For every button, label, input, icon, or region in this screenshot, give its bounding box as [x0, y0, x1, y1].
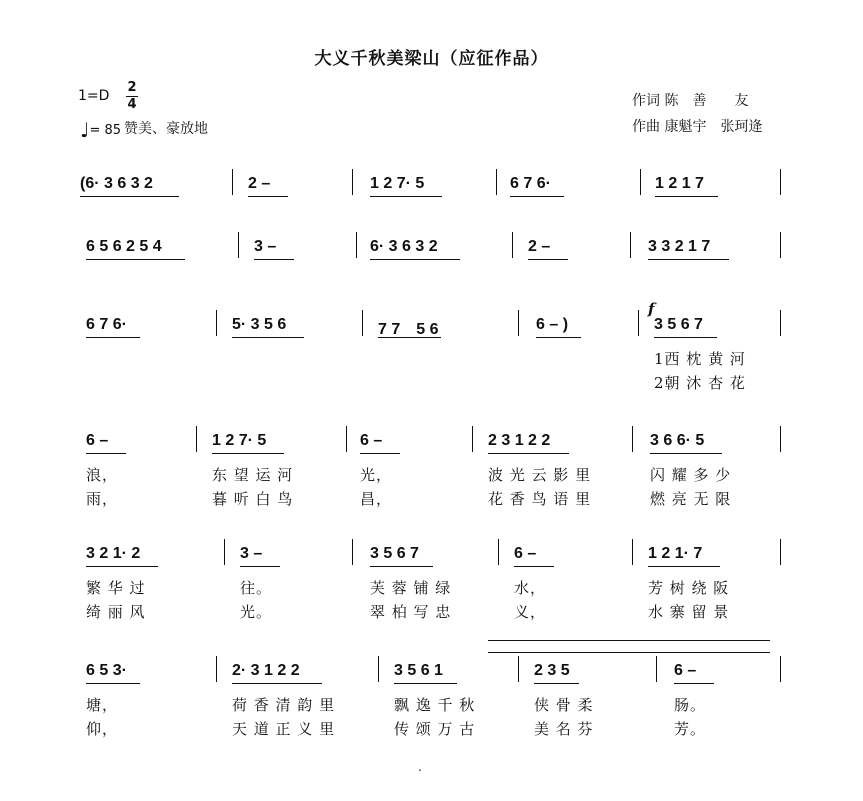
measure-notes: 6 7 6·: [510, 175, 551, 192]
lyric-verse-2: 义，: [514, 603, 547, 621]
beam-line: [648, 566, 720, 567]
composer-credit: 作曲 康魁宇 张珂逄: [632, 119, 763, 135]
beam-line: [514, 566, 554, 567]
lyric-verse-1: 芳 树 绕 阪: [648, 579, 730, 597]
lyric-verse-2: 绮 丽 风: [86, 603, 146, 621]
bar-line: [632, 426, 633, 452]
bar-line: [362, 310, 363, 336]
lyric-verse-1: 浪，: [86, 466, 119, 484]
time-sig-top: 2: [127, 80, 137, 95]
bar-line: [352, 169, 353, 195]
measure-notes: 6 –: [674, 662, 697, 679]
lyric-verse-1: 1西 枕 黄 河: [654, 350, 746, 368]
bar-line: [780, 426, 781, 452]
beam-line: [86, 259, 185, 260]
lyricist-credit: 作词 陈 善 友: [632, 93, 749, 109]
bar-line: [378, 656, 379, 682]
bar-line: [630, 232, 631, 258]
lyric-verse-2: 2朝 沐 杏 花: [654, 374, 746, 392]
bar-line: [352, 539, 353, 565]
bar-line: [224, 539, 225, 565]
beam-line: [534, 683, 579, 684]
measure-notes: 1 2 7· 5: [370, 175, 425, 192]
beam-line: [86, 453, 126, 454]
lyric-verse-2: 仰，: [86, 720, 119, 738]
measure-notes: 5· 3 5 6: [232, 316, 287, 333]
beam-line: [378, 337, 441, 338]
lyric-verse-1: 波 光 云 影 里: [488, 466, 592, 484]
lyric-verse-1: 水，: [514, 579, 547, 597]
bar-line: [216, 656, 217, 682]
lyric-verse-2: 美 名 芬: [534, 720, 594, 738]
lyric-verse-2: 暮 听 白 鸟: [212, 490, 294, 508]
measure-notes: 1 2 7· 5: [212, 432, 267, 449]
bar-line: [498, 539, 499, 565]
bar-line: [496, 169, 497, 195]
measure-notes: 6 5 3·: [86, 662, 127, 679]
measure-notes: 7 7 5 6: [378, 321, 439, 338]
lyric-verse-1: 塘，: [86, 696, 119, 714]
beam-line: [80, 196, 179, 197]
bar-line: [780, 232, 781, 258]
bar-line: [346, 426, 347, 452]
lyric-verse-2: 天 道 正 义 里: [232, 720, 336, 738]
lyric-verse-2: 水 寨 留 景: [648, 603, 730, 621]
footer-mark: .: [418, 760, 422, 774]
bar-line: [638, 310, 639, 336]
expression-mark: 赞美、豪放地: [124, 121, 208, 137]
beam-line: [232, 683, 322, 684]
lyric-verse-1: 肠。: [674, 696, 707, 714]
beam-line: [488, 453, 569, 454]
bar-line: [216, 310, 217, 336]
tempo-value: = 85: [89, 123, 122, 138]
page-title: 大义千秋美梁山（应征作品）: [314, 49, 549, 69]
beam-line: [650, 453, 722, 454]
bar-line: [780, 169, 781, 195]
measure-notes: 3 5 6 1: [394, 662, 443, 679]
beam-line: [86, 337, 140, 338]
bar-line: [356, 232, 357, 258]
lyric-verse-2: 翠 柏 写 忠: [370, 603, 452, 621]
bar-line: [632, 539, 633, 565]
bar-line: [232, 169, 233, 195]
bar-line: [780, 539, 781, 565]
bar-line: [780, 310, 781, 336]
bar-line: [238, 232, 239, 258]
measure-notes: 3 –: [254, 238, 277, 255]
beam-line: [654, 337, 717, 338]
lyric-verse-1: 闪 耀 多 少: [650, 466, 732, 484]
measure-notes: 6· 3 6 3 2: [370, 238, 438, 255]
beam-line: [510, 196, 564, 197]
beam-line: [240, 566, 280, 567]
beam-line: [674, 683, 714, 684]
lyric-verse-1: 芙 蓉 铺 绿: [370, 579, 452, 597]
measure-notes: (6· 3 6 3 2: [80, 175, 153, 192]
lyric-verse-1: 往。: [240, 579, 273, 597]
lyric-verse-2: 芳。: [674, 720, 707, 738]
bar-line: [780, 656, 781, 682]
measure-notes: 6 –: [360, 432, 383, 449]
bar-line: [518, 656, 519, 682]
beam-line: [394, 683, 457, 684]
lyric-verse-2: 燃 亮 无 限: [650, 490, 732, 508]
beam-line: [370, 259, 460, 260]
tempo-marking: [80, 118, 121, 142]
beam-line: [212, 453, 284, 454]
beam-line: [232, 337, 304, 338]
measure-notes: 6 5 6 2 5 4: [86, 238, 162, 255]
measure-notes: 3 6 6· 5: [650, 432, 705, 449]
lyric-verse-1: 荷 香 清 韵 里: [232, 696, 336, 714]
measure-notes: 6 7 6·: [86, 316, 127, 333]
bar-line: [518, 310, 519, 336]
bar-line: [512, 232, 513, 258]
time-signature: [126, 81, 138, 112]
measure-notes: 2 3 5: [534, 662, 570, 679]
measure-notes: 1 2 1 7: [655, 175, 704, 192]
quarter-note-icon: ♩: [80, 118, 90, 142]
lyric-verse-1: 飘 逸 千 秋: [394, 696, 476, 714]
lyric-verse-2: 传 颂 万 古: [394, 720, 476, 738]
beam-line: [370, 566, 433, 567]
measure-notes: 3 2 1· 2: [86, 545, 141, 562]
bar-line: [656, 656, 657, 682]
lyric-verse-2: 光。: [240, 603, 273, 621]
measure-notes: 3 5 6 7: [654, 316, 703, 333]
beam-line: [648, 259, 729, 260]
tie-line: [488, 640, 770, 641]
lyric-verse-2: 雨，: [86, 490, 119, 508]
lyric-verse-1: 光，: [360, 466, 393, 484]
dynamic-mark: f: [648, 300, 656, 318]
measure-notes: 2 –: [528, 238, 551, 255]
beam-line: [528, 259, 568, 260]
beam-line: [360, 453, 400, 454]
bar-line: [196, 426, 197, 452]
beam-line: [86, 683, 140, 684]
lyric-verse-1: 东 望 运 河: [212, 466, 294, 484]
measure-notes: 3 5 6 7: [370, 545, 419, 562]
beam-line: [370, 196, 442, 197]
measure-notes: 1 2 1· 7: [648, 545, 703, 562]
beam-line: [248, 196, 288, 197]
tie-line: [488, 652, 770, 653]
measure-notes: 2· 3 1 2 2: [232, 662, 300, 679]
bar-line: [640, 169, 641, 195]
measure-notes: 2 3 1 2 2: [488, 432, 551, 449]
lyric-verse-1: 侠 骨 柔: [534, 696, 594, 714]
measure-notes: 3 3 2 1 7: [648, 238, 711, 255]
lyric-verse-2: 昌，: [360, 490, 393, 508]
beam-line: [86, 566, 158, 567]
beam-line: [254, 259, 294, 260]
bar-line: [472, 426, 473, 452]
beam-line: [655, 196, 718, 197]
measure-notes: 6 –: [514, 545, 537, 562]
key-signature: 1=D: [78, 88, 110, 104]
lyric-verse-2: 花 香 鸟 语 里: [488, 490, 592, 508]
measure-notes: 2 –: [248, 175, 271, 192]
measure-notes: 6 – ): [536, 316, 569, 333]
time-sig-bottom: 4: [127, 97, 137, 112]
lyric-verse-1: 繁 华 过: [86, 579, 146, 597]
measure-notes: 3 –: [240, 545, 263, 562]
measure-notes: 6 –: [86, 432, 109, 449]
beam-line: [536, 337, 581, 338]
